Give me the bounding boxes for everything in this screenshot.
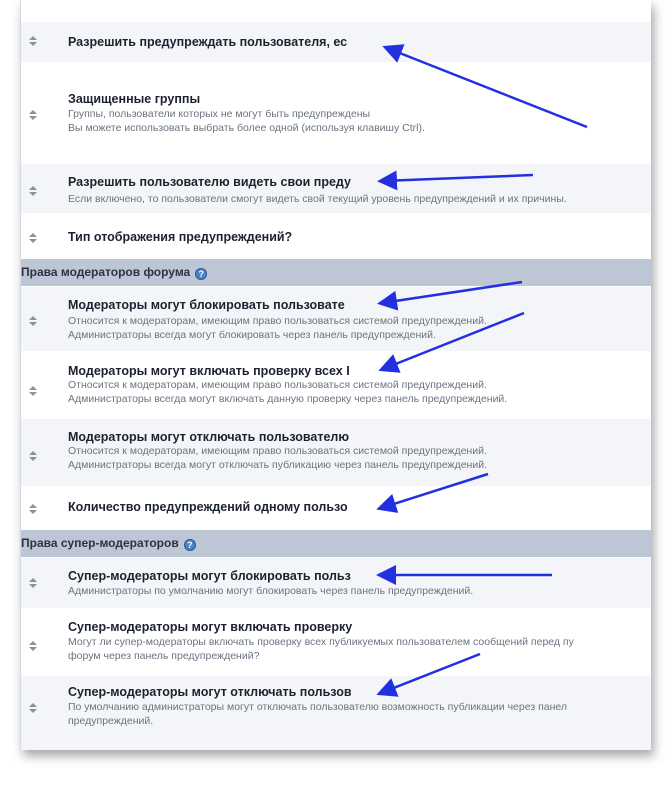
- setting-row[interactable]: [21, 287, 651, 352]
- updown-arrows-icon[interactable]: [29, 451, 37, 461]
- setting-row[interactable]: [21, 352, 651, 419]
- setting-row[interactable]: [21, 22, 651, 63]
- setting-title: Разрешить предупреждать пользователя, ес: [68, 35, 348, 49]
- setting-row[interactable]: [21, 419, 651, 487]
- panel-footer: [21, 740, 651, 750]
- setting-title: Разрешить пользователю видеть свои преду: [68, 175, 351, 189]
- section-header-moderators: [21, 259, 651, 286]
- setting-row[interactable]: [21, 164, 651, 214]
- setting-title: Тип отображения предупреждений?: [68, 230, 293, 244]
- setting-description: Относится к модераторам, имеющим право пользоваться системой предупреждений. Администраторы всегда могут включать данную проверку через панель предупреждений.: [68, 379, 508, 405]
- setting-title: Супер-модераторы могут отключать пользов: [68, 685, 352, 699]
- setting-row[interactable]: [21, 676, 651, 741]
- updown-arrows-icon[interactable]: [29, 386, 37, 396]
- setting-title: Модераторы могут включать проверку всех I: [68, 364, 350, 378]
- setting-title: Количество предупреждений одному пользо: [68, 500, 348, 514]
- help-icon[interactable]: ?: [195, 268, 207, 280]
- setting-description: Могут ли супер-модераторы включать проверку всех публикуемых пользователем сообщений перед пу форум через панель предупреждений?: [68, 636, 574, 662]
- setting-row[interactable]: [21, 558, 651, 609]
- setting-title: Супер-модераторы могут блокировать польз: [68, 569, 351, 583]
- updown-arrows-icon[interactable]: [29, 233, 37, 243]
- section-title: Права модераторов форума: [21, 265, 191, 279]
- setting-title: Модераторы могут блокировать пользовате: [68, 298, 345, 312]
- section-title: Права супер-модераторов: [21, 536, 179, 550]
- updown-arrows-icon[interactable]: [29, 578, 37, 588]
- updown-arrows-icon[interactable]: [29, 316, 37, 326]
- settings-panel: [20, 0, 651, 750]
- setting-description: Относится к модераторам, имеющим право пользоваться системой предупреждений. Администраторы всегда могут отключать публикацию через панель предупреждений.: [68, 445, 487, 471]
- setting-title: Супер-модераторы могут включать проверку: [68, 620, 353, 634]
- updown-arrows-icon[interactable]: [29, 186, 37, 196]
- updown-arrows-icon[interactable]: [29, 36, 37, 46]
- updown-arrows-icon[interactable]: [29, 110, 37, 120]
- updown-arrows-icon[interactable]: [29, 641, 37, 651]
- setting-description: Относится к модераторам, имеющим право пользоваться системой предупреждений. Администраторы всегда могут блокировать через панель предупреждений.: [68, 315, 487, 341]
- setting-row[interactable]: [21, 487, 651, 530]
- setting-description: По умолчанию администраторы могут отключать пользователю возможность публикации через панел предупреждений.: [68, 701, 568, 727]
- setting-description: Администраторы по умолчанию могут блокировать через панель предупреждений.: [68, 585, 474, 597]
- setting-title: Защищенные группы: [68, 92, 201, 106]
- updown-arrows-icon[interactable]: [29, 703, 37, 713]
- setting-description: Группы, пользователи которых не могут быть предупреждены Вы можете использовать выбрать более одной (используя клавишу Ctrl).: [68, 108, 425, 134]
- section-header-supermods: [21, 530, 651, 557]
- updown-arrows-icon[interactable]: [29, 504, 37, 514]
- setting-description: Если включено, то пользователи смогут видеть свой текущий уровень предупреждений и их причины.: [68, 193, 567, 205]
- help-icon[interactable]: ?: [184, 539, 196, 551]
- setting-row[interactable]: [21, 63, 651, 164]
- setting-row[interactable]: [21, 214, 651, 260]
- setting-title: Модераторы могут отключать пользователю: [68, 430, 350, 444]
- setting-row[interactable]: [21, 609, 651, 676]
